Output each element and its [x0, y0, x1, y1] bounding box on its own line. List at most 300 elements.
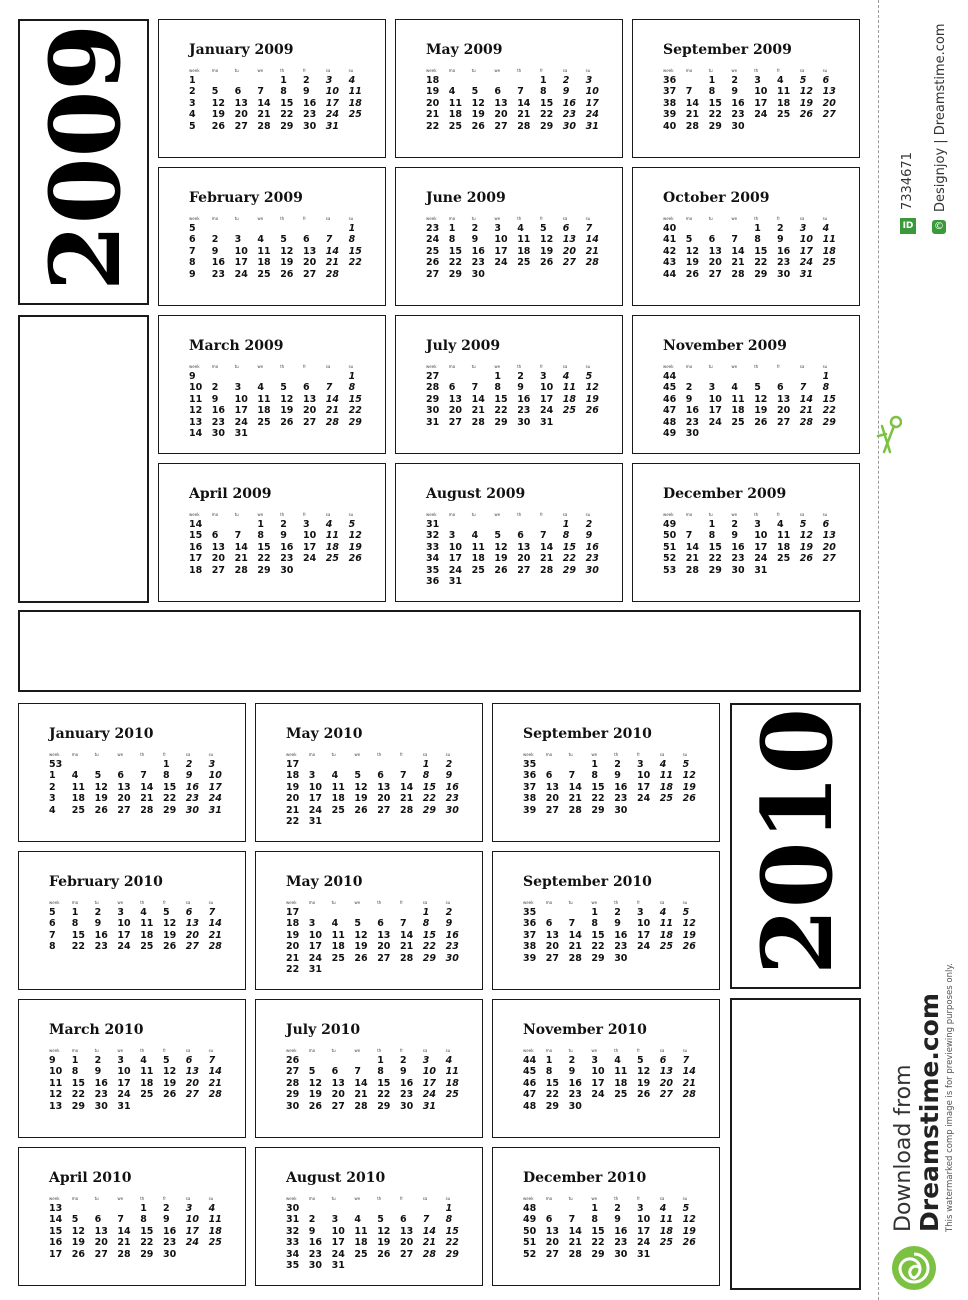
day-cell: [540, 576, 563, 587]
day-cell: 25: [348, 109, 362, 121]
day-cell: 24: [591, 1089, 605, 1101]
day-cell: 23: [614, 941, 628, 953]
day-cell: 26: [348, 553, 362, 565]
weekday-header: [426, 512, 608, 519]
day-cell: 31: [585, 120, 599, 132]
weekday-header: [49, 1196, 231, 1203]
week-number: 8: [49, 941, 56, 953]
day-cell: 31: [325, 120, 340, 132]
day-cell: 19: [754, 405, 768, 417]
day-cell: 8: [348, 382, 356, 394]
day-cell: [683, 1101, 706, 1112]
month-title: September 2009: [663, 42, 792, 58]
day-cell: [349, 269, 372, 280]
day-cell: 3: [302, 519, 310, 530]
day-cell: 12: [754, 393, 768, 405]
day-cell: 20: [302, 405, 317, 417]
weekday-label: th: [754, 68, 759, 73]
weekday-label: su: [445, 1196, 451, 1201]
weekday-label: sa: [422, 1196, 428, 1201]
day-cell: [309, 907, 332, 918]
day-cell: 23: [399, 1089, 414, 1101]
week-number: 51: [523, 1237, 537, 1249]
day-cell: 1: [257, 519, 265, 530]
week-number: 32: [426, 530, 440, 542]
week-row: [49, 930, 231, 941]
day-cell: 29: [445, 1248, 459, 1260]
day-cell: [332, 816, 355, 827]
week-row: [523, 953, 705, 964]
weekday-label: mo: [545, 1048, 553, 1053]
day-cell: 1: [708, 519, 716, 530]
day-cell: 7: [422, 1214, 430, 1226]
weekday-label: tu: [234, 68, 239, 73]
day-cell: 25: [71, 804, 86, 816]
week-number: 36: [663, 75, 677, 86]
day-cell: 7: [685, 530, 693, 542]
day-cell: 22: [71, 1089, 86, 1101]
day-cell: 5: [211, 86, 219, 98]
day-cell: 17: [422, 1077, 437, 1089]
day-cell: 21: [682, 1077, 696, 1089]
weekday-label: th: [754, 364, 759, 369]
day-cell: 3: [117, 907, 125, 918]
day-cell: [591, 1101, 614, 1112]
week-number: 36: [523, 770, 537, 782]
day-cell: 6: [302, 382, 310, 394]
weekday-label: su: [348, 512, 354, 517]
weekday-label: mo: [685, 68, 693, 73]
week-row: [189, 234, 371, 245]
week-number: 27: [286, 1066, 300, 1078]
day-cell: 2: [685, 382, 693, 394]
week-number: 36: [523, 918, 537, 930]
day-cell: 10: [234, 245, 248, 257]
day-cell: 28: [585, 257, 599, 269]
weekday-label: we: [494, 512, 501, 517]
week-number: 19: [286, 781, 300, 793]
week-row: [426, 269, 608, 280]
week-number: 43: [663, 257, 677, 269]
month-card: [18, 1147, 246, 1286]
day-cell: [326, 565, 349, 576]
day-cell: 31: [422, 1100, 437, 1112]
day-cell: 2: [568, 1055, 576, 1066]
month-title: January 2009: [189, 42, 294, 58]
weekday-header: [523, 900, 705, 907]
year-panel-2010: [730, 703, 861, 989]
weekday-label: tu: [471, 216, 476, 221]
day-cell: 14: [208, 918, 222, 930]
weekday-label: su: [682, 1048, 688, 1053]
day-cell: 5: [539, 223, 547, 234]
day-grid: [523, 1196, 705, 1260]
day-cell: 18: [659, 1225, 674, 1237]
weekday-header: [426, 216, 608, 223]
day-cell: [569, 1203, 592, 1214]
day-cell: 29: [422, 952, 437, 964]
weekday-label: we: [591, 1196, 598, 1201]
weekday-label: tu: [331, 752, 336, 757]
day-cell: [823, 121, 846, 132]
week-number: 47: [523, 1089, 537, 1101]
week-row: [189, 98, 371, 109]
day-cell: 5: [636, 1055, 644, 1066]
day-cell: 15: [422, 781, 437, 793]
day-cell: 25: [448, 120, 463, 132]
weekday-label: su: [682, 900, 688, 905]
day-cell: 31: [234, 427, 248, 439]
day-cell: 7: [568, 770, 576, 782]
day-cell: 12: [682, 918, 696, 930]
day-cell: 26: [636, 1089, 651, 1101]
day-cell: 25: [471, 564, 485, 576]
day-cell: 21: [799, 405, 814, 417]
day-cell: 13: [545, 781, 560, 793]
day-cell: 26: [754, 416, 768, 428]
week-row: [286, 770, 468, 781]
day-cell: 25: [731, 416, 745, 428]
day-cell: 11: [257, 245, 271, 257]
day-cell: 9: [731, 530, 739, 542]
day-cell: 13: [448, 393, 463, 405]
week-number: 29: [426, 393, 440, 405]
day-cell: 13: [211, 541, 226, 553]
day-cell: 23: [614, 1237, 628, 1249]
weekday-label: week: [523, 752, 534, 757]
weekday-label: mo: [685, 216, 693, 221]
day-cell: 27: [399, 1248, 414, 1260]
day-cell: 16: [94, 929, 108, 941]
weekday-label: mo: [211, 216, 219, 221]
day-cell: 17: [302, 541, 317, 553]
weekday-header: [663, 512, 845, 519]
day-cell: 23: [162, 1237, 177, 1249]
month-title: July 2009: [426, 338, 501, 354]
week-number: 4: [189, 109, 196, 121]
week-row: [663, 405, 845, 416]
day-cell: 26: [585, 405, 599, 417]
week-number: 52: [663, 553, 677, 565]
week-number: 17: [286, 907, 300, 918]
day-cell: [637, 1101, 660, 1112]
week-number: 30: [286, 1100, 300, 1112]
day-cell: [354, 816, 377, 827]
day-cell: 10: [448, 541, 463, 553]
day-cell: 11: [140, 918, 154, 930]
weekday-label: th: [280, 68, 285, 73]
day-cell: 25: [776, 109, 791, 121]
week-number: 5: [189, 223, 196, 234]
day-cell: 11: [445, 1066, 459, 1078]
year-panel-2009: [18, 19, 149, 305]
day-cell: 9: [280, 530, 287, 542]
day-cell: [332, 1203, 355, 1214]
day-cell: 14: [471, 393, 485, 405]
weekday-label: fr: [539, 68, 544, 73]
day-cell: [377, 816, 400, 827]
day-cell: 5: [280, 234, 287, 246]
day-cell: [354, 964, 377, 975]
month-card: [18, 851, 246, 990]
weekday-label: sa: [185, 752, 191, 757]
day-cell: 3: [325, 75, 333, 86]
day-cell: 22: [562, 553, 577, 565]
day-cell: 4: [257, 234, 265, 246]
day-cell: 9: [585, 530, 593, 542]
day-cell: 21: [539, 553, 554, 565]
week-row: [663, 234, 845, 245]
day-cell: [517, 75, 540, 86]
weekday-label: fr: [399, 900, 404, 905]
week-number: 20: [286, 941, 300, 953]
day-cell: 30: [399, 1100, 414, 1112]
day-cell: 28: [539, 564, 554, 576]
week-row: [663, 86, 845, 97]
week-number: 28: [286, 1077, 300, 1089]
day-cell: [280, 428, 303, 439]
month-title: March 2010: [49, 1022, 144, 1038]
week-row: [426, 382, 608, 393]
week-row: [523, 770, 705, 781]
weekday-label: fr: [302, 216, 307, 221]
day-cell: 7: [399, 770, 407, 782]
week-number: 3: [49, 793, 56, 805]
day-cell: 22: [708, 109, 722, 121]
day-cell: 10: [308, 781, 323, 793]
week-number: 19: [426, 86, 440, 98]
week-number: 51: [663, 541, 677, 553]
day-cell: 23: [585, 553, 599, 565]
day-cell: [517, 519, 540, 530]
day-cell: 21: [568, 793, 582, 805]
day-cell: 2: [585, 519, 593, 530]
weekday-label: week: [189, 512, 200, 517]
day-cell: 27: [377, 952, 391, 964]
day-cell: 24: [308, 952, 323, 964]
week-number: 22: [286, 815, 300, 827]
week-row: [286, 1226, 468, 1237]
month-card: [255, 851, 483, 990]
weekday-label: th: [280, 216, 285, 221]
day-cell: 16: [185, 781, 200, 793]
week-row: [49, 759, 231, 770]
day-cell: 4: [140, 1055, 147, 1066]
day-cell: 8: [422, 770, 430, 782]
day-cell: 30: [94, 1100, 108, 1112]
day-cell: 30: [185, 804, 200, 816]
day-cell: 13: [399, 1225, 414, 1237]
day-cell: 10: [494, 234, 508, 246]
week-row: [49, 1066, 231, 1077]
day-cell: 29: [708, 120, 722, 132]
month-card: [255, 1147, 483, 1286]
day-cell: 6: [377, 770, 384, 782]
week-row: [286, 1078, 468, 1089]
day-cell: 17: [208, 781, 222, 793]
day-cell: 18: [517, 245, 531, 257]
week-row: [426, 394, 608, 405]
week-number: 17: [49, 1248, 63, 1260]
day-cell: 7: [568, 1214, 576, 1226]
day-cell: 30: [471, 268, 485, 280]
day-cell: 21: [354, 1089, 368, 1101]
weekday-label: we: [257, 68, 264, 73]
month-title: August 2010: [286, 1170, 386, 1186]
day-cell: [212, 223, 235, 234]
day-grid: [49, 1196, 231, 1260]
day-cell: [754, 371, 777, 382]
day-cell: 19: [682, 1225, 696, 1237]
weekday-header: [189, 216, 371, 223]
week-number: 17: [189, 553, 203, 565]
day-cell: [494, 269, 517, 280]
day-cell: 24: [308, 804, 323, 816]
day-cell: 16: [614, 1225, 628, 1237]
day-cell: 13: [94, 1225, 108, 1237]
day-cell: 21: [568, 941, 582, 953]
day-cell: 1: [545, 1055, 553, 1066]
month-title: September 2010: [523, 874, 652, 890]
day-cell: 11: [731, 393, 745, 405]
weekday-label: tu: [331, 900, 336, 905]
day-cell: 14: [234, 541, 248, 553]
week-row: [286, 816, 468, 827]
day-cell: 18: [354, 1237, 368, 1249]
day-cell: [517, 269, 540, 280]
week-row: [426, 234, 608, 245]
day-cell: 1: [348, 223, 356, 234]
week-row: [663, 75, 845, 86]
week-row: [286, 1089, 468, 1100]
week-number: 4: [49, 804, 56, 816]
day-cell: 17: [331, 1237, 345, 1249]
day-cell: 5: [585, 371, 593, 382]
week-row: [426, 530, 608, 541]
week-number: 5: [189, 120, 196, 132]
week-row: [189, 371, 371, 382]
day-cell: 8: [591, 1214, 599, 1226]
day-cell: 18: [659, 929, 674, 941]
day-cell: 15: [348, 245, 362, 257]
day-cell: 2: [614, 759, 621, 770]
day-cell: 18: [562, 393, 577, 405]
day-cell: 13: [331, 1077, 345, 1089]
day-cell: 7: [471, 382, 479, 394]
day-cell: 14: [568, 1225, 582, 1237]
weekday-label: th: [377, 900, 382, 905]
day-cell: 30: [280, 564, 294, 576]
day-cell: 16: [614, 929, 628, 941]
day-cell: 27: [302, 416, 317, 428]
weekday-label: fr: [776, 364, 781, 369]
day-cell: 25: [354, 1248, 368, 1260]
day-cell: 30: [211, 427, 226, 439]
day-cell: 15: [562, 541, 577, 553]
day-cell: 18: [776, 97, 791, 109]
week-number: 12: [189, 405, 203, 417]
day-cell: 24: [708, 416, 722, 428]
day-cell: 19: [585, 393, 599, 405]
day-cell: 12: [585, 382, 599, 394]
day-cell: [354, 907, 377, 918]
day-cell: 10: [302, 530, 317, 542]
day-cell: 26: [162, 941, 177, 953]
day-cell: 25: [331, 952, 345, 964]
image-credit: Designjoy | Dreamstime.com: [933, 23, 948, 212]
day-cell: 27: [517, 564, 531, 576]
week-row: [286, 1249, 468, 1260]
day-cell: [517, 576, 540, 587]
month-title: April 2009: [189, 486, 272, 502]
day-cell: 1: [591, 1203, 599, 1214]
day-cell: [257, 371, 280, 382]
weekday-label: mo: [308, 900, 316, 905]
day-cell: 10: [539, 382, 554, 394]
day-cell: 5: [71, 1214, 79, 1226]
day-cell: [186, 1249, 209, 1260]
year-label-2009: 2009: [29, 23, 142, 291]
day-cell: 21: [399, 941, 414, 953]
weekday-label: fr: [636, 1196, 641, 1201]
day-cell: 26: [685, 268, 700, 280]
day-cell: 3: [308, 770, 316, 782]
weekday-label: fr: [776, 216, 781, 221]
day-cell: 8: [708, 86, 716, 98]
month-card: [492, 1147, 720, 1286]
day-cell: 19: [211, 109, 226, 121]
day-cell: 10: [636, 770, 651, 782]
day-cell: 14: [325, 245, 340, 257]
weekday-label: week: [49, 900, 60, 905]
week-row: [189, 257, 371, 268]
day-cell: 27: [94, 1248, 108, 1260]
day-cell: 18: [325, 541, 340, 553]
preview-notice: This watermarked comp image is for previewing purposes only.: [945, 963, 955, 1232]
weekday-label: th: [377, 1048, 382, 1053]
weekday-label: week: [426, 512, 437, 517]
day-cell: 7: [257, 86, 265, 98]
weekday-label: th: [754, 512, 759, 517]
day-cell: 13: [822, 530, 836, 542]
weekday-header: [49, 1048, 231, 1055]
day-cell: 15: [591, 1225, 605, 1237]
day-cell: [212, 75, 235, 86]
day-cell: 22: [448, 257, 463, 269]
weekday-label: tu: [568, 900, 573, 905]
week-number: 35: [286, 1259, 300, 1271]
day-cell: 6: [117, 770, 125, 782]
day-cell: 18: [348, 97, 362, 109]
day-cell: [280, 223, 303, 234]
day-cell: 12: [308, 1077, 323, 1089]
day-cell: 2: [162, 1203, 170, 1214]
week-row: [523, 1066, 705, 1077]
weekday-label: mo: [308, 1196, 316, 1201]
day-cell: 8: [280, 86, 287, 98]
day-cell: 12: [280, 245, 294, 257]
day-cell: [686, 519, 709, 530]
week-number: 14: [49, 1214, 63, 1226]
month-card: [18, 703, 246, 842]
day-cell: 16: [162, 1225, 177, 1237]
day-cell: [472, 576, 495, 587]
day-cell: 2: [517, 371, 524, 382]
week-number: 9: [189, 268, 196, 280]
weekday-label: su: [348, 216, 354, 221]
day-cell: 28: [325, 268, 340, 280]
day-cell: 18: [257, 405, 271, 417]
